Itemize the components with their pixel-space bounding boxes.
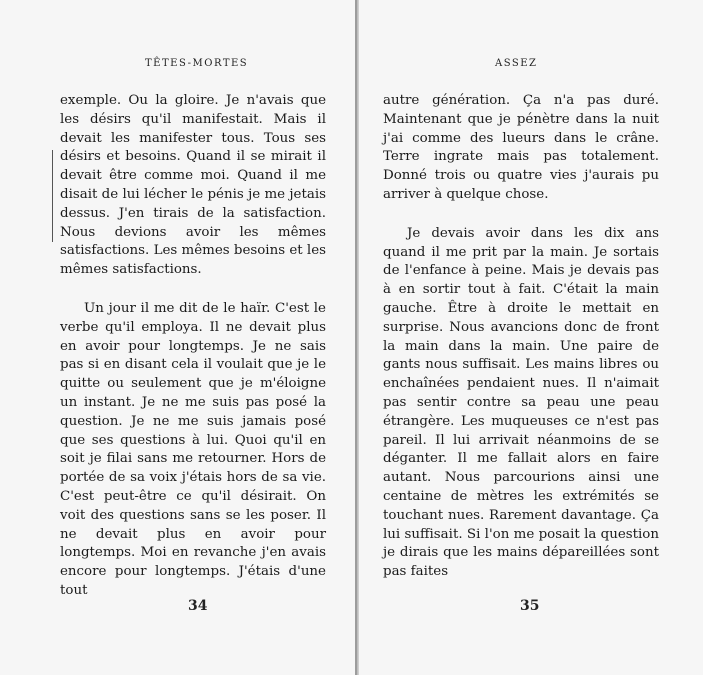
right-page [359,0,703,675]
running-header: ASSEZ [495,58,538,69]
body-text [60,92,326,601]
page-number: 35 [520,598,540,614]
paragraph: autre génération. Ça n'a pas duré. Maintenant que je pénètre dans la nuit j'ai comme des lueurs dans le crâne. Terre ingrate mais pas totalement. Donné trois ou quatre vies j'aurais pu arriver à quelque chose. [383,93,659,202]
paragraph: Je devais avoir dans les dix ans quand il me prit par la main. Je sortais de l'enfance à peine. Mais je devais pas à en sortir tout à fait. C'était la main gauche. Être à droite le mettait en surprise. Nous avancions donc de front la main dans la main. Une paire de gants nous suffisait. Les mains libres ou enchaînées pendaient nues. Il n'aimait pas sentir contre sa peau une peau étrangère. Les muqueuses ce n'est pas pareil. Il lui arrivait néanmoins de se déganter. Il me fallait alors en faire autant. Nous parcourions ainsi une centaine de mètres les extrémités se touchant nues. Rarement davantage. Ça lui suffisait. Si l'on me posait la question je dirais que les mains dépareillées sont pas faites [383,225,659,580]
paragraph: exemple. Ou la gloire. Je n'avais que les désirs qu'il manifestait. Mais il devait les manifester tous. Tous ses désirs et besoins. Quand il se mirait il devait être comme moi. Quand il me disait de lui lécher le pénis je me jetais dessus. J'en tirais de la satisfaction. Nous devions avoir les mêmes satisfactions. Les mêmes besoins et les mêmes satisfactions. [60,93,326,278]
paragraph: Un jour il me dit de le haïr. C'est le verbe qu'il employa. Il ne devait plus en avoir pour longtemps. Je ne sais pas si en disant cela il voulait que je le quitte ou seulement que je m'éloigne un instant. Je ne me suis pas posé la question. Je ne me suis jamais posé que ses questions à lui. Quoi qu'il en soit je filai sans me retourner. Hors de portée de sa voix j'étais hors de sa vie. C'est peut-être ce qu'il désirait. On voit des questions sans se les poser. Il ne devait plus en avoir pour longtemps. Moi en revanche j'en avais encore pour longtemps. J'étais d'une tout [60,300,326,598]
running-header: TÊTES-MORTES [145,58,249,69]
body-text [383,92,659,582]
margin-pencil-mark [52,150,53,242]
page-number: 34 [188,598,208,614]
